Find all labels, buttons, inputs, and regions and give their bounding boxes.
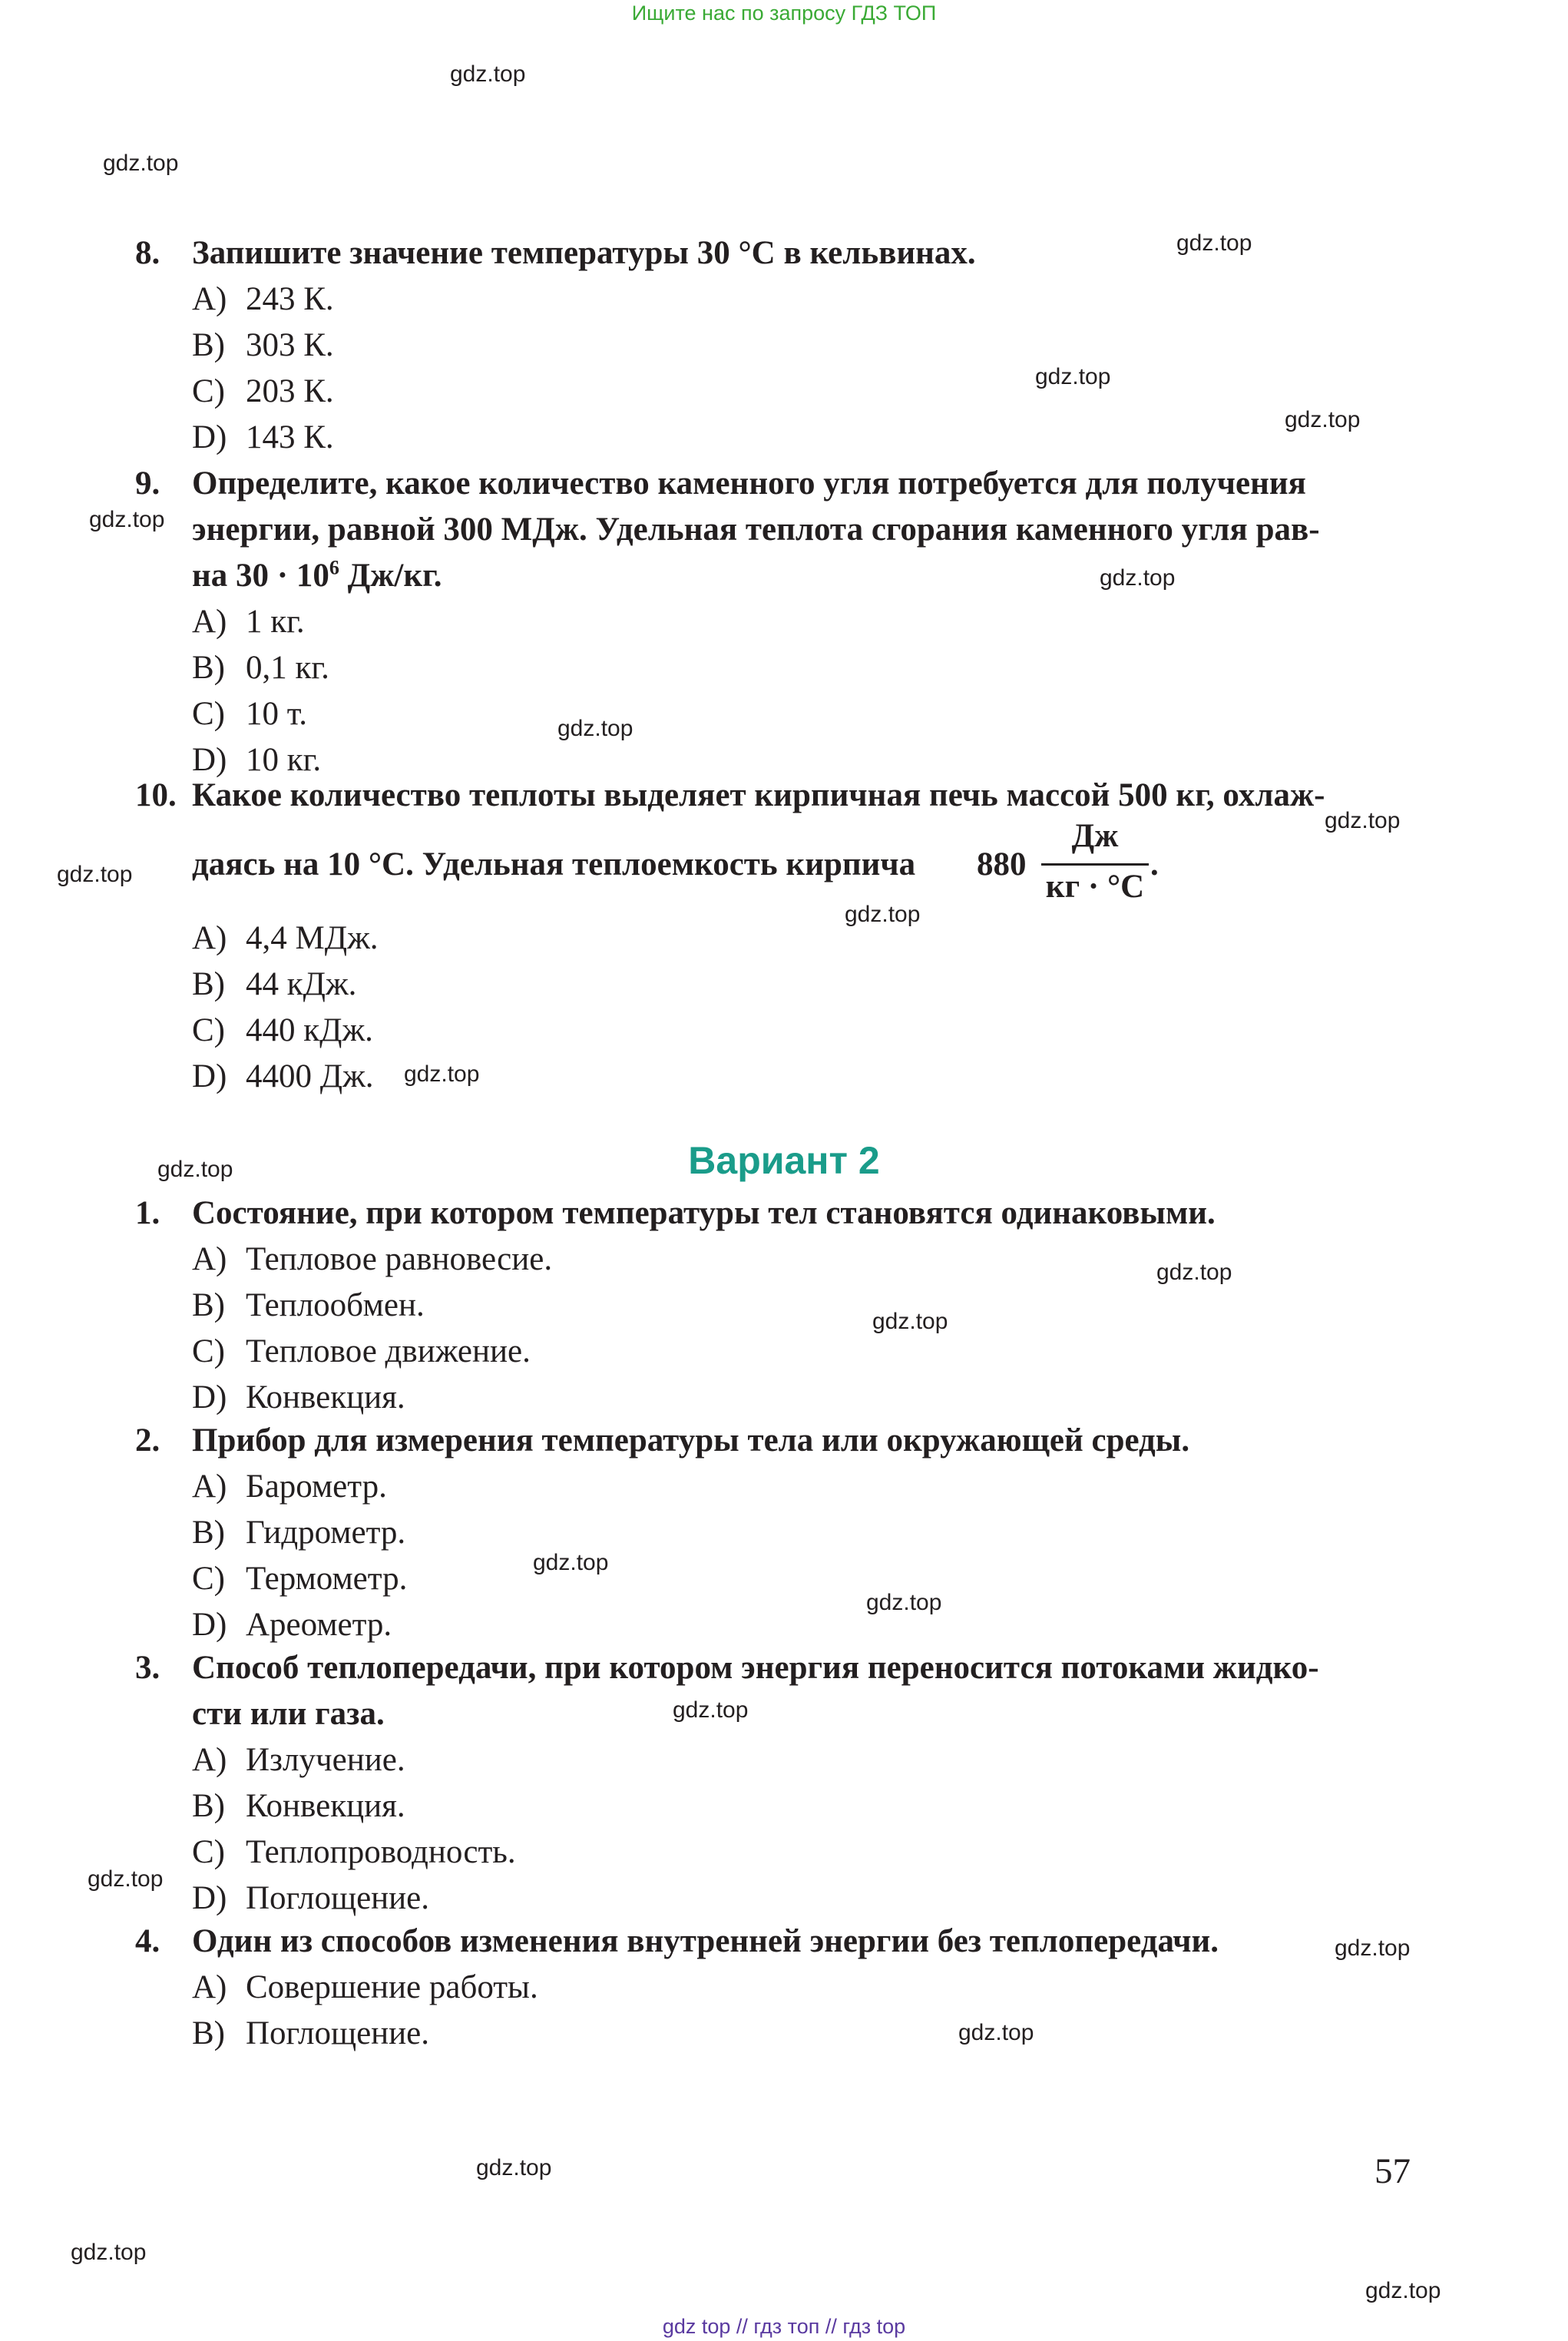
watermark: gdz.top [866, 1590, 942, 1615]
option-text: Термометр. [246, 1561, 408, 1597]
option-text: Теплопроводность. [246, 1834, 516, 1870]
option [192, 1829, 516, 1876]
fraction-denominator: кг · °С [1045, 869, 1145, 905]
watermark: gdz.top [673, 1697, 749, 1723]
option-letter: A) [192, 920, 227, 956]
option-letter: D) [192, 1058, 227, 1094]
option [192, 1375, 405, 1421]
question-text: Запишите значение температуры 30 °С в кельвинах. [192, 235, 976, 271]
question-text-line-1: Какое количество теплоты выделяет кирпичная печь массой 500 кг, охлаж- [192, 777, 1325, 813]
question-text: Прибор для измерения температуры тела или окружающей среды. [192, 1422, 1190, 1459]
sentence-end-dot: . [1150, 846, 1159, 882]
option-letter: C) [192, 1561, 225, 1597]
option-letter: D) [192, 1607, 227, 1643]
watermark: gdz.top [1100, 565, 1176, 591]
option [192, 916, 379, 962]
watermark: gdz.top [404, 1061, 480, 1087]
question-text-line-1: Способ теплопередачи, при котором энергия переносится потоками жидко- [192, 1650, 1319, 1686]
option-text: 10 кг. [246, 742, 322, 778]
option-text: 1 кг. [246, 604, 305, 640]
option-text: Совершение работы. [246, 1969, 538, 2005]
watermark: gdz.top [1156, 1260, 1232, 1285]
option-letter: B) [192, 327, 225, 363]
question-number: 8. [135, 235, 160, 271]
option [192, 276, 334, 323]
option-text: 4400 Дж. [246, 1058, 374, 1094]
option-text: 303 К. [246, 327, 334, 363]
watermark: gdz.top [958, 2020, 1034, 2045]
option [192, 1054, 374, 1100]
option-letter: B) [192, 2015, 225, 2051]
option-text: Теплообмен. [246, 1287, 425, 1323]
formula-exponent: 6 [329, 556, 339, 579]
question-number: 2. [135, 1422, 160, 1459]
option-letter: D) [192, 1379, 227, 1416]
formula-base: на 30 · 10 [192, 558, 329, 594]
option-text: Гидрометр. [246, 1515, 406, 1551]
option-letter: C) [192, 1333, 225, 1369]
question-text: Один из способов изменения внутренней энергии без теплопередачи. [192, 1923, 1219, 1959]
option-letter: C) [192, 1012, 225, 1048]
watermark: gdz.top [1285, 407, 1361, 432]
option-text: 440 кДж. [246, 1012, 373, 1048]
option-letter: C) [192, 1834, 225, 1870]
watermark: gdz.top [103, 151, 179, 176]
option [192, 1008, 373, 1054]
option-text: Ареометр. [246, 1607, 392, 1643]
question-number: 9. [135, 465, 160, 502]
option [192, 962, 356, 1008]
option [192, 1965, 538, 2011]
option-text: 243 К. [246, 281, 334, 317]
page-number: 57 [1374, 2151, 1411, 2191]
option-text: Тепловое движение. [246, 1333, 531, 1369]
heat-capacity-value: 880 [977, 846, 1027, 882]
option-letter: A) [192, 1969, 227, 2005]
option-text: Тепловое равновесие. [246, 1241, 553, 1277]
option [192, 645, 329, 691]
question-text-line-3 [192, 553, 442, 599]
question-text: Состояние, при котором температуры тел становятся одинаковыми. [192, 1195, 1216, 1231]
option-text: Излучение. [246, 1742, 405, 1778]
option-text: Конвекция. [246, 1788, 405, 1824]
option-text: Поглощение. [246, 2015, 430, 2051]
watermark: gdz.top [1035, 364, 1111, 389]
option-letter: D) [192, 742, 227, 778]
option [192, 1510, 405, 1556]
option [192, 599, 305, 645]
option-letter: B) [192, 966, 225, 1002]
watermark: gdz.top [1325, 808, 1401, 833]
option [192, 1876, 429, 1922]
option-letter: C) [192, 373, 225, 409]
question-number: 3. [135, 1650, 160, 1686]
fraction-numerator: Дж [1071, 818, 1119, 854]
option [192, 369, 334, 415]
option-letter: B) [192, 1788, 225, 1824]
option-text: 143 К. [246, 419, 334, 455]
watermark: gdz.top [1335, 1935, 1411, 1961]
option-letter: C) [192, 696, 225, 732]
option-text: Конвекция. [246, 1379, 405, 1416]
option [192, 415, 334, 461]
question-number: 4. [135, 1923, 160, 1959]
option-text: 203 К. [246, 373, 334, 409]
formula-unit: Дж/кг. [339, 558, 442, 594]
watermark: gdz.top [450, 61, 526, 87]
option-letter: A) [192, 1469, 227, 1505]
question-number: 1. [135, 1195, 160, 1231]
option-text: Барометр. [246, 1469, 387, 1505]
option [192, 1329, 531, 1375]
option [192, 691, 307, 737]
question-number: 10. [135, 777, 177, 813]
option [192, 2011, 429, 2057]
question-text-line-2: даясь на 10 °С. Удельная теплоемкость кирпича [192, 846, 916, 882]
fraction-bar [1041, 863, 1149, 866]
question-text-line-1: Определите, какое количество каменного угля потребуется для получения [192, 465, 1306, 502]
watermark: gdz.top [845, 902, 921, 927]
option [192, 1737, 405, 1783]
option [192, 1556, 407, 1602]
option-letter: B) [192, 650, 225, 686]
option-letter: D) [192, 419, 227, 455]
top-banner[interactable]: Ищите нас по запросу ГДЗ ТОП [631, 2, 937, 25]
watermark: gdz.top [57, 862, 133, 887]
option [192, 323, 334, 369]
footer-links[interactable]: gdz top // гдз топ // гдз top [662, 2315, 906, 2338]
option-letter: D) [192, 1880, 227, 1916]
option [192, 1783, 405, 1829]
option-letter: A) [192, 1241, 227, 1277]
watermark: gdz.top [533, 1550, 609, 1575]
unit-fraction [1041, 817, 1149, 917]
option-text: Поглощение. [246, 1880, 430, 1916]
watermark: gdz.top [157, 1157, 233, 1182]
watermark: gdz.top [1176, 230, 1252, 256]
question-text-line-2: сти или газа. [192, 1696, 385, 1732]
option-text: 4,4 МДж. [246, 920, 379, 956]
option-text: 0,1 кг. [246, 650, 329, 686]
option-letter: A) [192, 281, 227, 317]
option-text: 44 кДж. [246, 966, 357, 1002]
watermark: gdz.top [89, 507, 165, 532]
watermark: gdz.top [1365, 2278, 1441, 2303]
watermark: gdz.top [872, 1309, 948, 1334]
option-letter: A) [192, 604, 227, 640]
option-text: 10 т. [246, 696, 308, 732]
option-letter: B) [192, 1515, 225, 1551]
option [192, 1283, 425, 1329]
option [192, 1464, 387, 1510]
variant-title: Вариант 2 [688, 1139, 880, 1182]
option [192, 1602, 392, 1648]
watermark: gdz.top [88, 1866, 164, 1892]
watermark: gdz.top [557, 716, 633, 741]
watermark: gdz.top [71, 2240, 147, 2265]
option-letter: B) [192, 1287, 225, 1323]
option-letter: A) [192, 1742, 227, 1778]
question-text-line-2: энергии, равной 300 МДж. Удельная теплота сгорания каменного угля рав- [192, 512, 1320, 548]
option [192, 1237, 552, 1283]
watermark: gdz.top [476, 2155, 552, 2180]
